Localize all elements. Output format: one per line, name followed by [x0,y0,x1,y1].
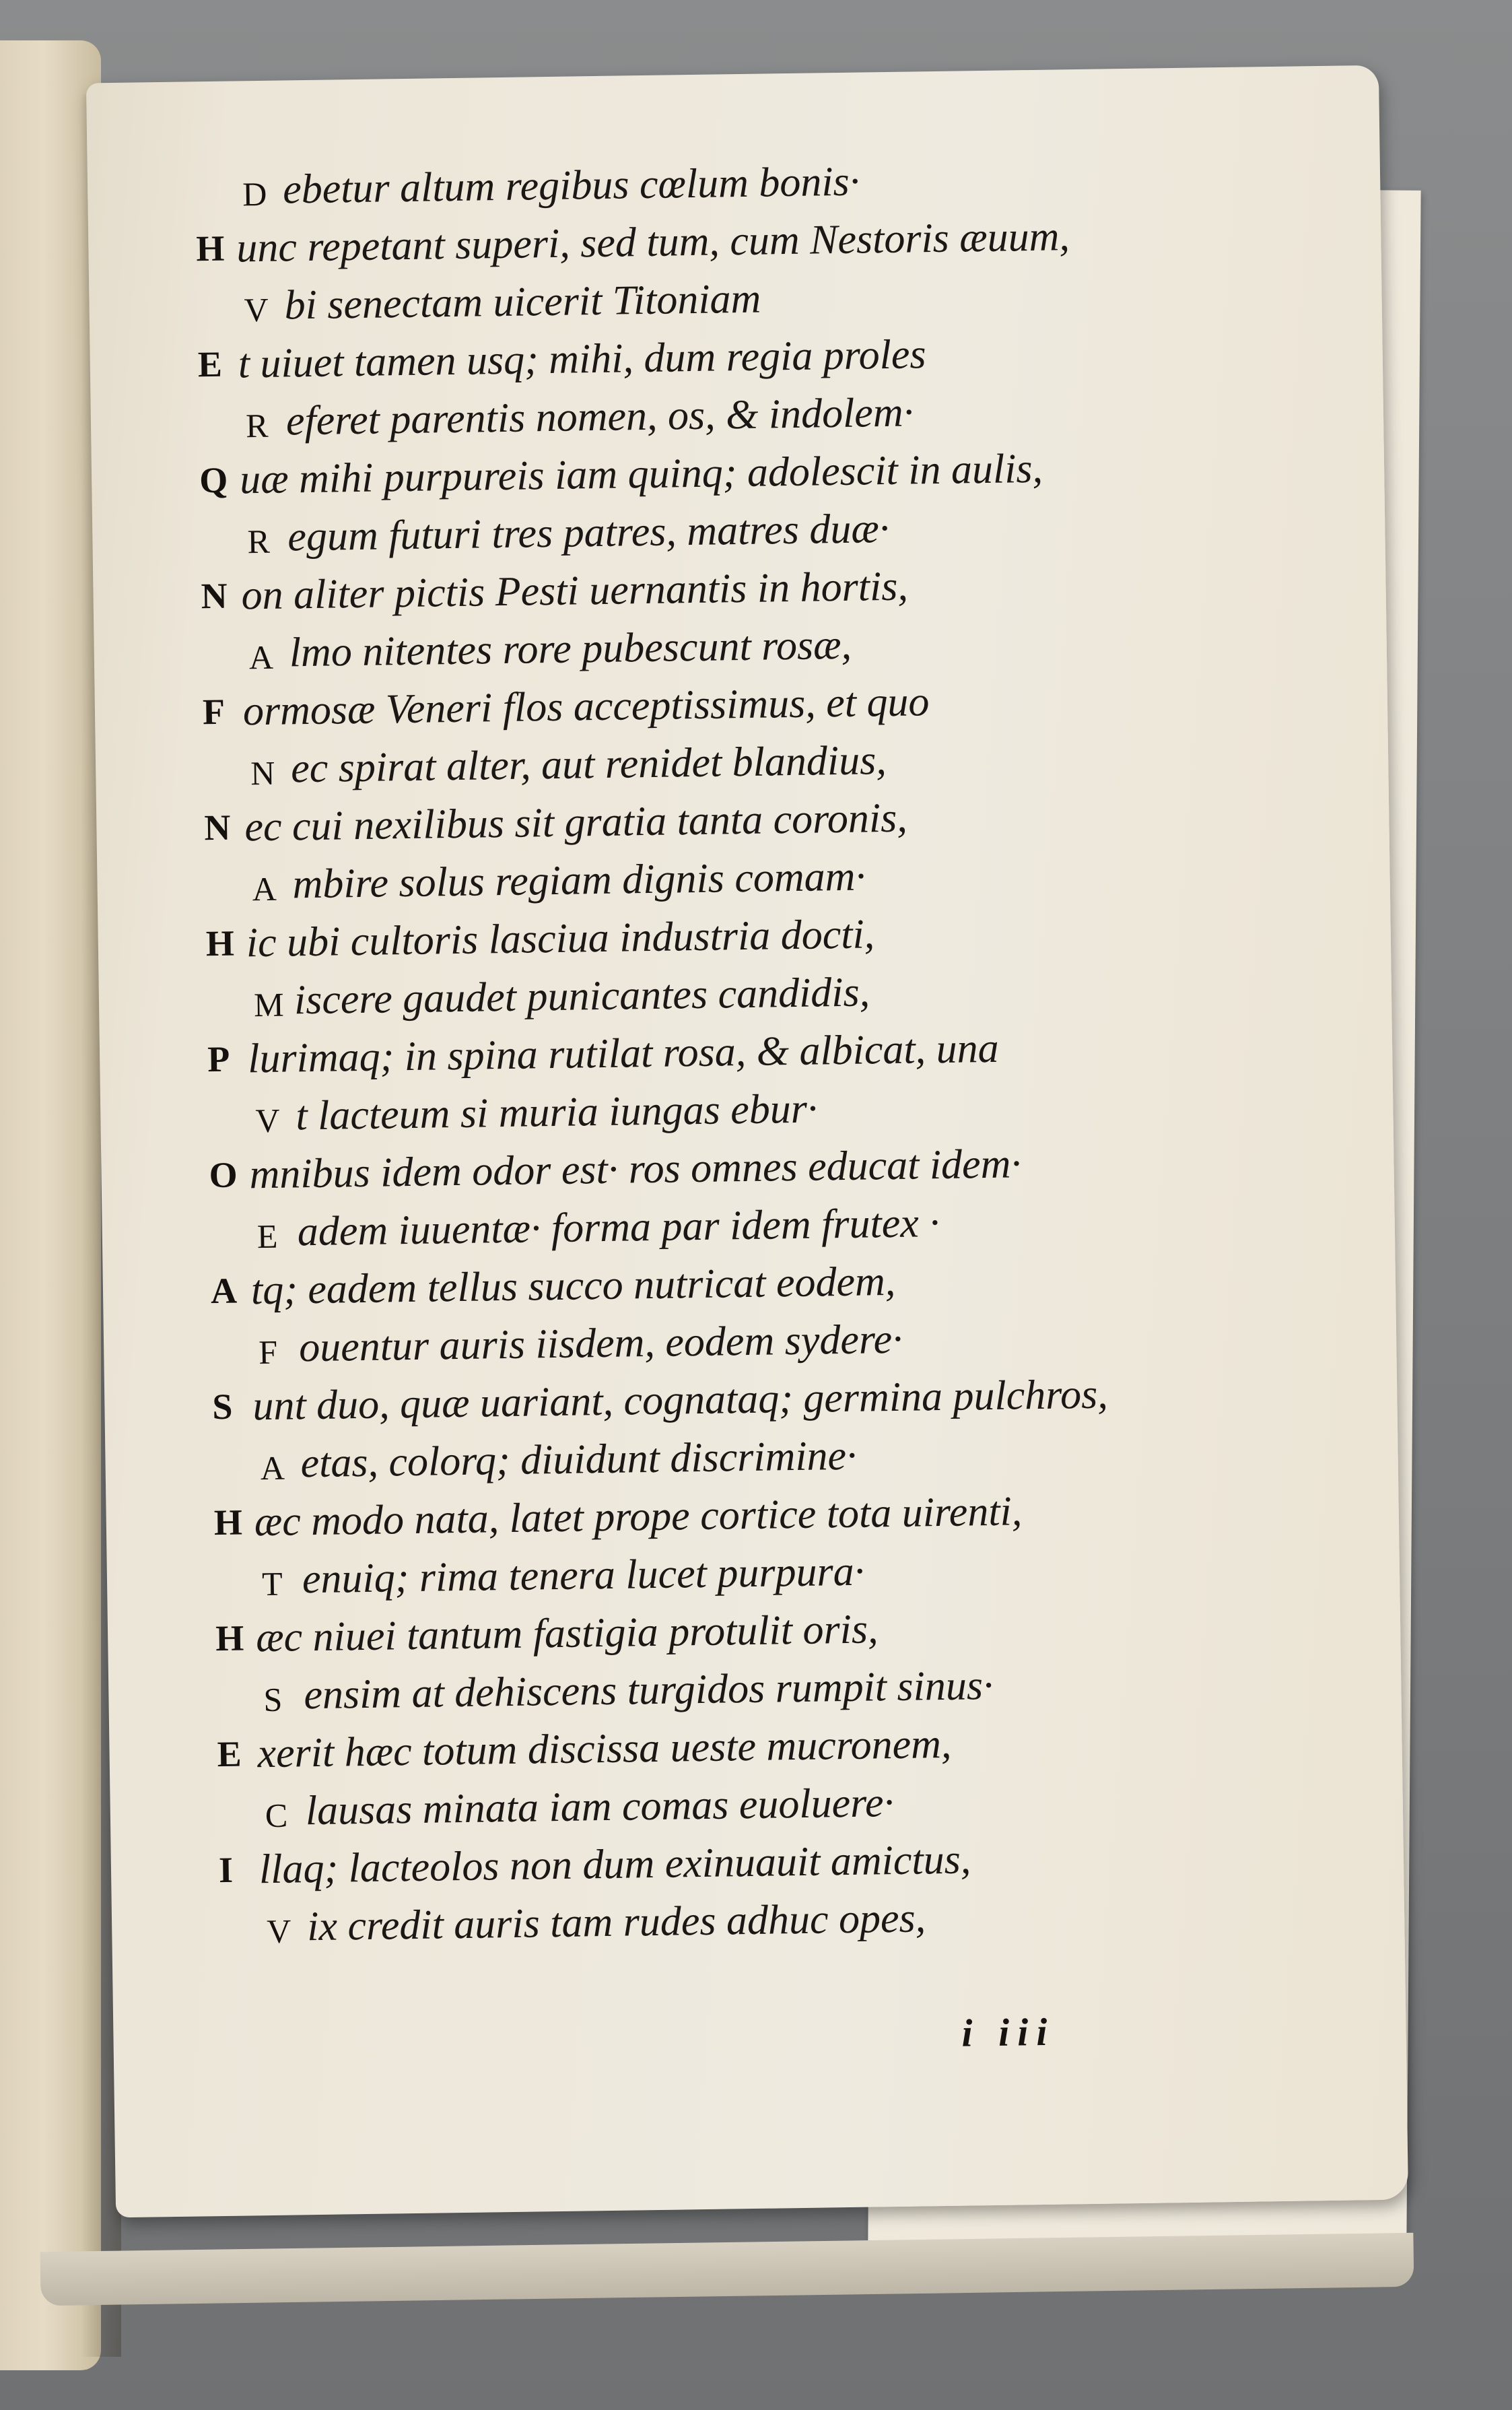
line-initial: H [213,1502,243,1543]
line-initial: H [215,1617,244,1659]
line-text: mnibus idem odor est· ros omnes educat idem· [249,1141,1022,1198]
book-page [86,65,1408,2217]
line-text: lurimaq; in spina rutilat rosa, & albicat, una [247,1025,1000,1082]
line-text: ebetur altum regibus cœlum bonis· [282,158,860,213]
line-initial: A [260,1448,285,1487]
line-initial: P [207,1038,230,1080]
line-initial: O [209,1154,238,1196]
line-initial: H [205,923,235,964]
line-initial: N [203,807,231,848]
signature-mark: i iii [961,2009,1056,2055]
line-initial: S [263,1680,283,1719]
line-initial: V [244,290,269,329]
line-text: enuiq; rima tenera lucet purpura· [302,1548,865,1603]
line-initial: R [247,522,271,561]
line-initial: F [258,1333,278,1372]
line-initial: F [202,691,226,733]
line-initial: E [256,1217,278,1256]
line-text: æc modo nata, latet prope cortice tota uirenti, [254,1488,1023,1545]
line-initial: I [218,1849,234,1891]
line-text: bi senectam uicerit Titoniam [284,275,761,329]
line-text: unc repetant superi, sed tum, cum Nestoris æuum, [236,213,1070,271]
line-initial: A [248,638,274,677]
line-text: etas, colorq; diuidunt discrimine· [300,1432,858,1487]
line-text: ec cui nexilibus sit gratia tanta coronis, [244,795,908,850]
line-text: tq; eadem tellus succo nutricat eodem, [250,1258,896,1314]
poem-text-block [195,67,1274,2216]
line-initial: T [261,1564,283,1603]
line-initial: D [242,174,267,213]
line-text: iscere gaudet punicantes candidis, [294,969,870,1024]
line-text: ensim at dehiscens turgidos rumpit sinus· [303,1662,994,1718]
line-text: t lacteum si muria iungas ebur· [295,1085,818,1139]
line-initial: E [217,1733,242,1775]
line-initial: V [266,1912,291,1951]
line-text: eferet parentis nomen, os, & indolem· [285,389,914,444]
line-text: ix credit auris tam rudes adhuc opes, [306,1895,926,1950]
line-text: lmo nitentes rore pubescunt rosæ, [289,622,852,676]
line-text: unt duo, quæ uariant, cognataq; germina pulchros, [252,1371,1109,1430]
line-text: ouentur auris iisdem, eodem sydere· [298,1316,903,1371]
line-text: mbire solus regiam dignis comam· [292,853,866,908]
line-text: æc niuei tantum fastigia protulit oris, [255,1606,879,1661]
line-initial: V [255,1101,280,1140]
line-text: llaq; lacteolos non dum exinuauit amictus, [259,1836,971,1893]
line-text: lausas minata iam comas euoluere· [305,1780,895,1834]
line-initial: E [197,343,223,385]
line-initial: A [252,869,277,908]
line-text: adem iuuentæ· forma par idem frutex · [297,1200,940,1255]
line-initial: H [195,228,225,269]
line-initial: N [201,575,228,617]
line-initial: R [245,406,269,445]
line-text: ic ubi cultoris lasciua industria docti, [246,911,875,966]
line-text: on aliter pictis Pesti uernantis in hortis, [241,563,909,619]
line-initial: M [253,985,284,1024]
line-initial: N [250,754,275,793]
line-initial: A [210,1270,238,1312]
line-text: ormosæ Veneri flos acceptissimus, et quo [242,679,930,735]
line-text: egum futuri tres patres, matres duæ· [287,505,890,560]
line-text: ec spirat alter, aut renidet blandius, [290,737,887,792]
line-initial: Q [199,459,228,501]
line-text: t uiuet tamen usq; mihi, dum regia proles [238,331,926,387]
line-initial: S [212,1386,233,1428]
line-text: uæ mihi purpureis iam quinq; adolescit in aulis, [239,445,1043,503]
line-text: xerit hæc totum discissa ueste mucronem, [257,1720,952,1777]
line-initial: C [265,1796,288,1835]
